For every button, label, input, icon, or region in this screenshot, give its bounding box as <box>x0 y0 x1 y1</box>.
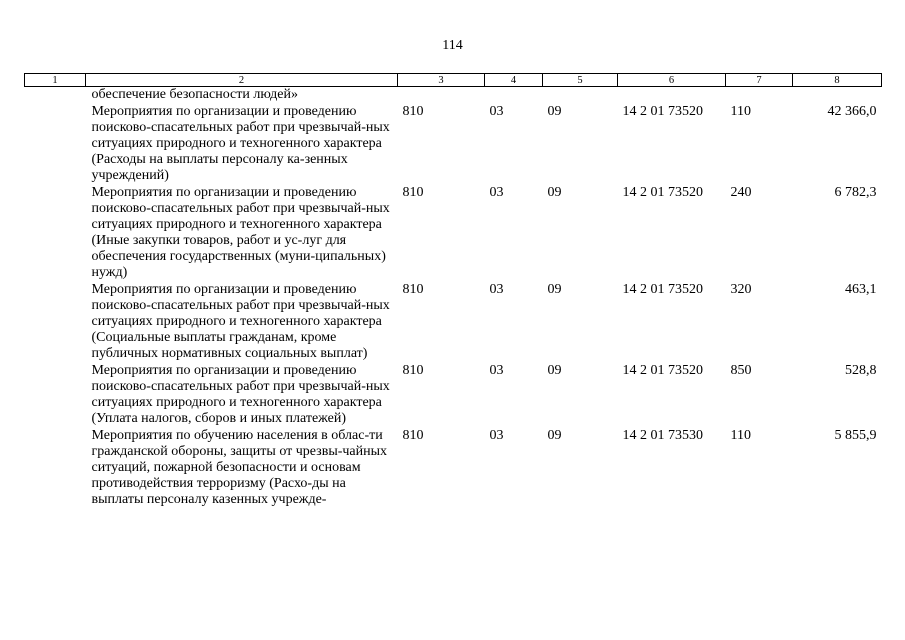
row-vr: 320 <box>730 282 752 297</box>
row-pr: 09 <box>547 104 562 119</box>
column-number-8: 8 <box>793 74 882 87</box>
row-vr: 110 <box>730 428 751 443</box>
row-name: Мероприятия по организации и проведению поисково-спасательных работ при чрезвычай-ных ситуациях природного и техногенного характера (Уплата налогов, сборов и иных платежей) <box>91 363 390 426</box>
row-csr: 14 2 01 73530 <box>622 428 703 443</box>
column-number-5: 5 <box>543 74 618 87</box>
row-vr: 110 <box>730 104 751 119</box>
row-vr: 240 <box>730 185 752 200</box>
row-name: Мероприятия по организации и проведению поисково-спасательных работ при чрезвычай-ных ситуациях природного и техногенного характера (Социальные выплаты гражданам, кроме публичных нормативных социальных выплат) <box>91 282 390 361</box>
column-number-6: 6 <box>618 74 726 87</box>
row-pr: 09 <box>547 363 562 378</box>
column-number-7: 7 <box>726 74 793 87</box>
column-number-4: 4 <box>485 74 543 87</box>
row-rz: 03 <box>489 185 504 200</box>
row-rz: 03 <box>489 363 504 378</box>
row-csr: 14 2 01 73520 <box>622 363 703 378</box>
row-pr: 09 <box>547 185 562 200</box>
continuation-row <box>25 87 882 104</box>
row-vr: 850 <box>730 363 752 378</box>
row-gr: 810 <box>402 428 424 443</box>
row-amount: 5 855,9 <box>834 428 877 443</box>
row-amount: 6 782,3 <box>834 185 877 200</box>
row-name: Мероприятия по организации и проведению поисково-спасательных работ при чрезвычай-ных ситуациях природного и техногенного характера (Расходы на выплаты персоналу ка-зенных учреждений) <box>91 104 390 183</box>
column-number-3: 3 <box>398 74 485 87</box>
continuation-text: обеспечение безопасности людей» <box>91 87 298 102</box>
row-gr: 810 <box>402 363 424 378</box>
table-row <box>25 281 882 362</box>
row-amount: 42 366,0 <box>827 104 877 119</box>
row-csr: 14 2 01 73520 <box>622 185 703 200</box>
row-csr: 14 2 01 73520 <box>622 282 703 297</box>
row-amount: 528,8 <box>845 363 877 378</box>
row-name: Мероприятия по обучению населения в облас-ти гражданской обороны, защиты от чрезвы-чайных ситуаций, пожарной безопасности и основам противодействия терроризму (Расхо-ды на выплаты персоналу казенных учрежде- <box>91 428 388 507</box>
row-gr: 810 <box>402 282 424 297</box>
table-row <box>25 184 882 281</box>
row-gr: 810 <box>402 185 424 200</box>
row-gr: 810 <box>402 104 424 119</box>
column-number-1: 1 <box>25 74 86 87</box>
table-row <box>25 362 882 427</box>
table-row <box>25 427 882 508</box>
table-row <box>25 103 882 184</box>
column-number-row <box>25 74 882 87</box>
row-name: Мероприятия по организации и проведению поисково-спасательных работ при чрезвычай-ных ситуациях природного и техногенного характера (Иные закупки товаров, работ и ус-луг для обеспечения государственных (муни-ципальных) нужд) <box>91 185 390 280</box>
column-number-2: 2 <box>86 74 398 87</box>
row-pr: 09 <box>547 282 562 297</box>
row-amount: 463,1 <box>845 282 877 297</box>
row-rz: 03 <box>489 104 504 119</box>
page-number: 114 <box>442 38 463 53</box>
row-csr: 14 2 01 73520 <box>622 104 703 119</box>
budget-table <box>24 73 882 508</box>
row-pr: 09 <box>547 428 562 443</box>
row-rz: 03 <box>489 428 504 443</box>
row-rz: 03 <box>489 282 504 297</box>
